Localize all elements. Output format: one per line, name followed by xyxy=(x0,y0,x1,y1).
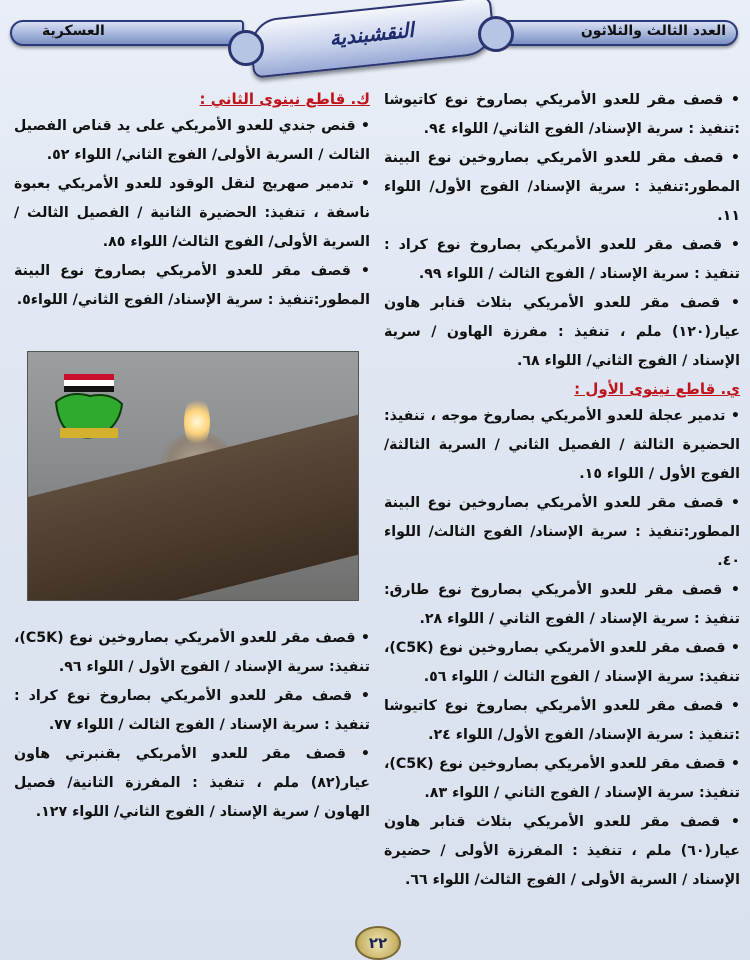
intro-list xyxy=(384,86,740,376)
left-column-bottom xyxy=(14,624,370,827)
section-label: العسكرية xyxy=(42,23,105,39)
list-item: • قصف مقر للعدو الأمريكي بصاروخين نوع البينة المطور:تنفيذ : سرية الإسناد/ الفوج الثالث/ اللواء ٤٠. xyxy=(384,489,740,576)
list-item: • قصف مقر للعدو الأمريكي بصاروخين نوع (C5K)، تنفيذ: سرية الإسناد / الفوج الثالث / اللواء ٥٦. xyxy=(384,634,740,692)
magazine-title: النقشبندية xyxy=(328,17,415,51)
list-item: • تدمير عجلة للعدو الأمريكي بصاروخ موجه ، تنفيذ: الحضيرة الثالثة / الفصيل الثاني / السرية الثالثة/ الفوج الأول / اللواء ١٥. xyxy=(384,402,740,489)
nineveh-second-list xyxy=(14,112,370,315)
ribbon-curl-left-icon xyxy=(228,30,264,66)
list-item: • قصف مقر للعدو الأمريكي بثلاث قنابر هاون عيار(١٢٠) ملم ، تنفيذ : مفرزة الهاون / سرية الإسناد / الفوج الثاني/ اللواء ٦٨. xyxy=(384,289,740,376)
army-map-flag-logo xyxy=(50,372,128,446)
rocket-flame-icon xyxy=(184,396,210,448)
list-item: • قصف مقر للعدو الأمريكي بقنبرتي هاون عيار(٨٢) ملم ، تنفيذ : المفرزة الثانية/ فصيل الهاون / سرية الإسناد / الفوج الثاني/ اللواء ١٢٧. xyxy=(14,740,370,827)
page-number: ٢٢ xyxy=(355,926,401,960)
issue-label: العدد الثالث والثلاثون xyxy=(580,23,726,39)
left-column-top xyxy=(14,86,370,315)
right-column xyxy=(384,86,740,895)
list-item: • قصف مقر للعدو الأمريكي بصاروخين نوع البينة المطور:تنفيذ : سرية الإسناد/ الفوج الأول/ اللواء ١١. xyxy=(384,144,740,231)
section-title-nineveh-first: ي. قاطع نينوى الأول : xyxy=(574,380,740,398)
rocket-launch-photo xyxy=(27,351,359,601)
page-header xyxy=(0,0,750,90)
list-item: • قصف مقر للعدو الأمريكي بصاروخ نوع كراد : تنفيذ : سرية الإسناد / الفوج الثالث / اللواء ٩٩. xyxy=(384,231,740,289)
list-item: • قصف مقر للعدو الأمريكي بصاروخ نوع طارق: تنفيذ : سرية الإسناد / الفوج الثاني / اللواء ٢٨. xyxy=(384,576,740,634)
section-banner xyxy=(10,20,244,46)
list-item: • تدمير صهريج لنقل الوقود للعدو الأمريكي بعبوة ناسفة ، تنفيذ: الحضيرة الثانية / الفصيل الثالث / السرية الأولى/ الفوج الثالث/ اللواء ٨٥. xyxy=(14,170,370,257)
list-item: • قصف مقر للعدو الأمريكي بصاروخ نوع كاتيوشا :تنفيذ : سرية الإسناد/ الفوج الأول/ اللواء ٢٤. xyxy=(384,692,740,750)
list-item: • قنص جندي للعدو الأمريكي على يد قناص الفصيل الثالث / السرية الأولى/ الفوج الثاني/ اللواء ٥٢. xyxy=(14,112,370,170)
ribbon-curl-right-icon xyxy=(478,16,514,52)
list-item: • قصف مقر للعدو الأمريكي بثلاث قنابر هاون عيار(٦٠) ملم ، تنفيذ : المفرزة الأولى / حضيرة الإسناد / السرية الأولى / الفوج الثالث/ اللواء ٦٦. xyxy=(384,808,740,895)
list-item: • قصف مقر للعدو الأمريكي بصاروخ نوع كراد : تنفيذ : سرية الإسناد / الفوج الثالث / اللواء ٧٧. xyxy=(14,682,370,740)
list-item: • قصف مقر للعدو الأمريكي بصاروخين نوع (C5K)، تنفيذ: سرية الإسناد / الفوج الثاني / اللواء ٨٣. xyxy=(384,750,740,808)
section-title-nineveh-second: ك. قاطع نينوى الثاني : xyxy=(199,90,370,108)
list-item: • قصف مقر للعدو الأمريكي بصاروخ نوع كاتيوشا :تنفيذ : سرية الإسناد/ الفوج الثاني/ اللواء ٩٤. xyxy=(384,86,740,144)
nineveh-first-list xyxy=(384,402,740,895)
nineveh-second-list-continued xyxy=(14,624,370,827)
list-item: • قصف مقر للعدو الأمريكي بصاروخين نوع (C5K)، تنفيذ: سرية الإسناد / الفوج الأول / اللواء ٩٦. xyxy=(14,624,370,682)
list-item: • قصف مقر للعدو الأمريكي بصاروخ نوع البينة المطور:تنفيذ : سرية الإسناد/ الفوج الثاني/ اللواء٥. xyxy=(14,257,370,315)
magazine-title-ribbon xyxy=(248,0,497,79)
